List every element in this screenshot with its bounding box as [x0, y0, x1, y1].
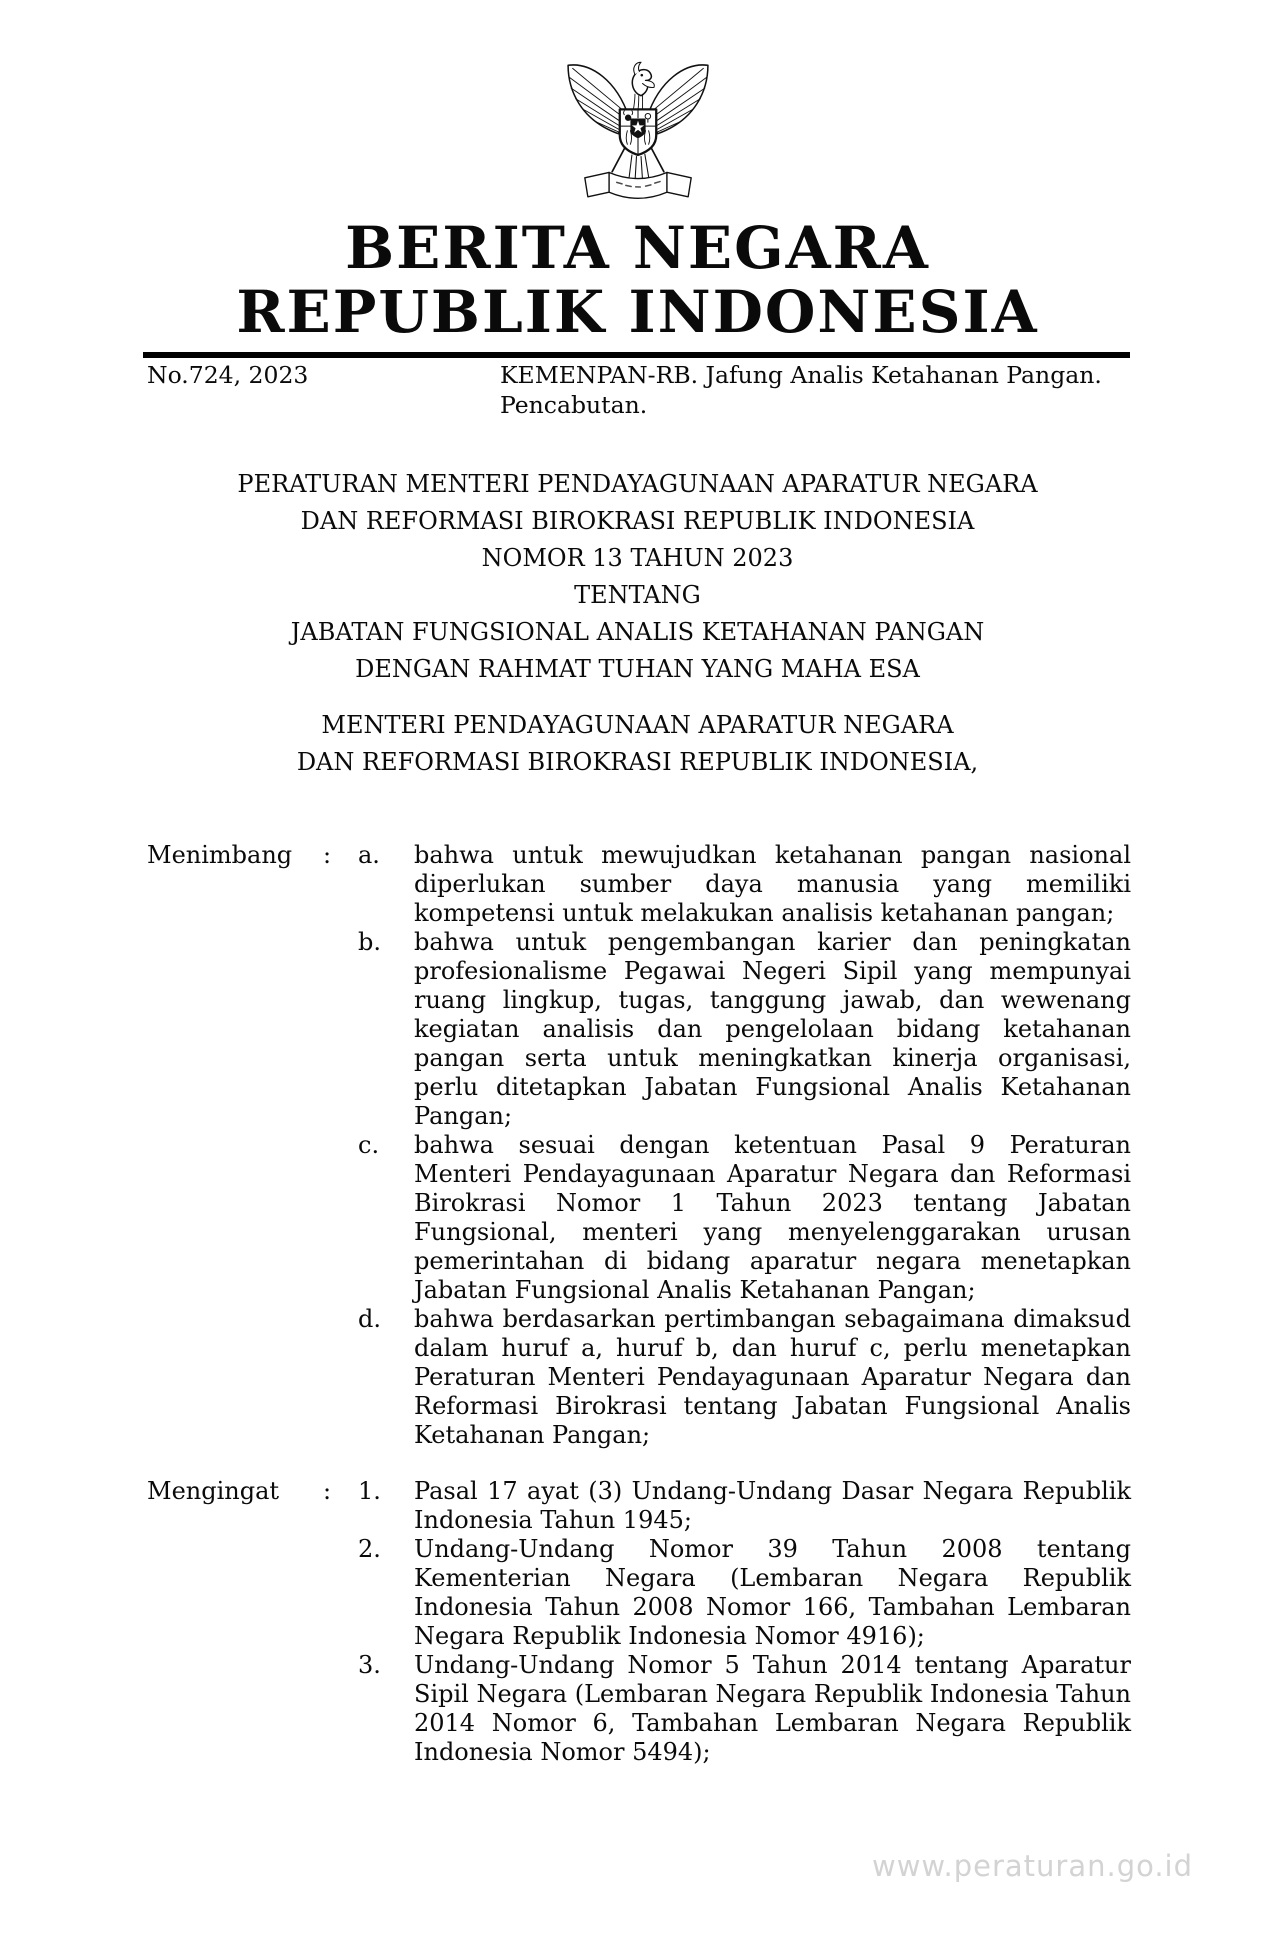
- item-text: bahwa berdasarkan pertimbangan sebagaimana dimaksud dalam huruf a, huruf b, dan huruf c, perlu menetapkan Peraturan Menteri Pendayagunaan Aparatur Negara dan Reformasi Birokrasi tentang Jabatan Fungsional Analis Ketahanan Pangan;: [414, 1305, 1131, 1449]
- masthead-line-2: REPUBLIK INDONESIA: [236, 278, 1039, 346]
- item-marker: a.: [358, 841, 380, 869]
- issuer-line-2: DAN REFORMASI BIROKRASI REPUBLIK INDONESIA,: [296, 748, 979, 776]
- garuda-pancasila-emblem: [562, 50, 714, 229]
- list-item: [358, 1535, 1131, 1651]
- item-text: bahwa untuk pengembangan karier dan peningkatan profesionalisme Pegawai Negeri Sipil yang mempunyai ruang lingkup, tugas, tanggung jawab, dan wewenang kegiatan analisis dan pengelolaan bidang ketahanan pangan serta untuk meningkatkan kinerja organisasi, perlu ditetapkan Jabatan Fungsional Analis Ketahanan Pangan;: [414, 928, 1131, 1130]
- item-marker: b.: [358, 928, 381, 956]
- regulation-title: [0, 466, 1275, 651]
- section-colon: :: [323, 841, 332, 869]
- section-colon: :: [323, 1477, 332, 1505]
- list-item: [358, 1305, 1131, 1450]
- item-text: Pasal 17 ayat (3) Undang-Undang Dasar Negara Republik Indonesia Tahun 1945;: [414, 1477, 1131, 1534]
- regulation-title-line: PERATURAN MENTERI PENDAYAGUNAAN APARATUR NEGARA: [237, 470, 1038, 498]
- item-text: bahwa sesuai dengan ketentuan Pasal 9 Peraturan Menteri Pendayagunaan Aparatur Negara dan Reformasi Birokrasi Nomor 1 Tahun 2023 tentang Jabatan Fungsional, menteri yang menyelenggarakan urusan pemerintahan di bidang aparatur negara menetapkan Jabatan Fungsional Analis Ketahanan Pangan;: [414, 1131, 1131, 1304]
- item-text: Undang-Undang Nomor 39 Tahun 2008 tentang Kementerian Negara (Lembaran Negara Republik Indonesia Tahun 2008 Nomor 166, Tambahan Lembaran Negara Republik Indonesia Nomor 4916);: [414, 1535, 1131, 1650]
- considering-items: [358, 841, 1131, 1450]
- item-marker: 2.: [358, 1535, 381, 1563]
- gazette-subject: [500, 361, 1140, 420]
- regulation-title-line: NOMOR 13 TAHUN 2023: [481, 544, 794, 572]
- list-item: [358, 1131, 1131, 1305]
- gazette-number: No.724, 2023: [147, 361, 309, 389]
- regulation-title-line: DAN REFORMASI BIROKRASI REPUBLIK INDONESIA: [300, 507, 975, 535]
- gazette-subject-line-2: Pencabutan.: [500, 390, 648, 419]
- item-text: Undang-Undang Nomor 5 Tahun 2014 tentang Aparatur Sipil Negara (Lembaran Negara Republik Indonesia Tahun 2014 Nomor 6, Tambahan Lembaran Negara Republik Indonesia Nomor 5494);: [414, 1651, 1131, 1766]
- masthead-line-1: BERITA NEGARA: [345, 214, 930, 282]
- watermark: www.peraturan.go.id: [872, 1849, 1194, 1883]
- regulation-title-line: TENTANG: [574, 581, 701, 609]
- item-text: bahwa untuk mewujudkan ketahanan pangan nasional diperlukan sumber daya manusia yang memiliki kompetensi untuk melakukan analisis ketahanan pangan;: [414, 841, 1131, 927]
- section-label: Mengingat: [147, 1477, 280, 1505]
- remembering-items: [358, 1477, 1131, 1767]
- item-marker: d.: [358, 1305, 381, 1333]
- list-item: [358, 1477, 1131, 1535]
- section-label: Menimbang: [147, 841, 293, 869]
- issuer: [0, 707, 1275, 781]
- invocation: DENGAN RAHMAT TUHAN YANG MAHA ESA: [355, 655, 920, 683]
- regulation-title-line: JABATAN FUNGSIONAL ANALIS KETAHANAN PANGAN: [290, 618, 985, 646]
- masthead: [0, 216, 1275, 344]
- masthead-divider: [143, 352, 1130, 358]
- item-marker: c.: [358, 1131, 380, 1159]
- list-item: [358, 841, 1131, 928]
- list-item: [358, 1651, 1131, 1767]
- gazette-subject-line-1: KEMENPAN-RB. Jafung Analis Ketahanan Pangan.: [500, 361, 1102, 389]
- item-marker: 1.: [358, 1477, 381, 1505]
- issuer-line-1: MENTERI PENDAYAGUNAAN APARATUR NEGARA: [321, 711, 954, 739]
- garuda-icon: [562, 50, 714, 225]
- list-item: [358, 928, 1131, 1131]
- item-marker: 3.: [358, 1651, 381, 1679]
